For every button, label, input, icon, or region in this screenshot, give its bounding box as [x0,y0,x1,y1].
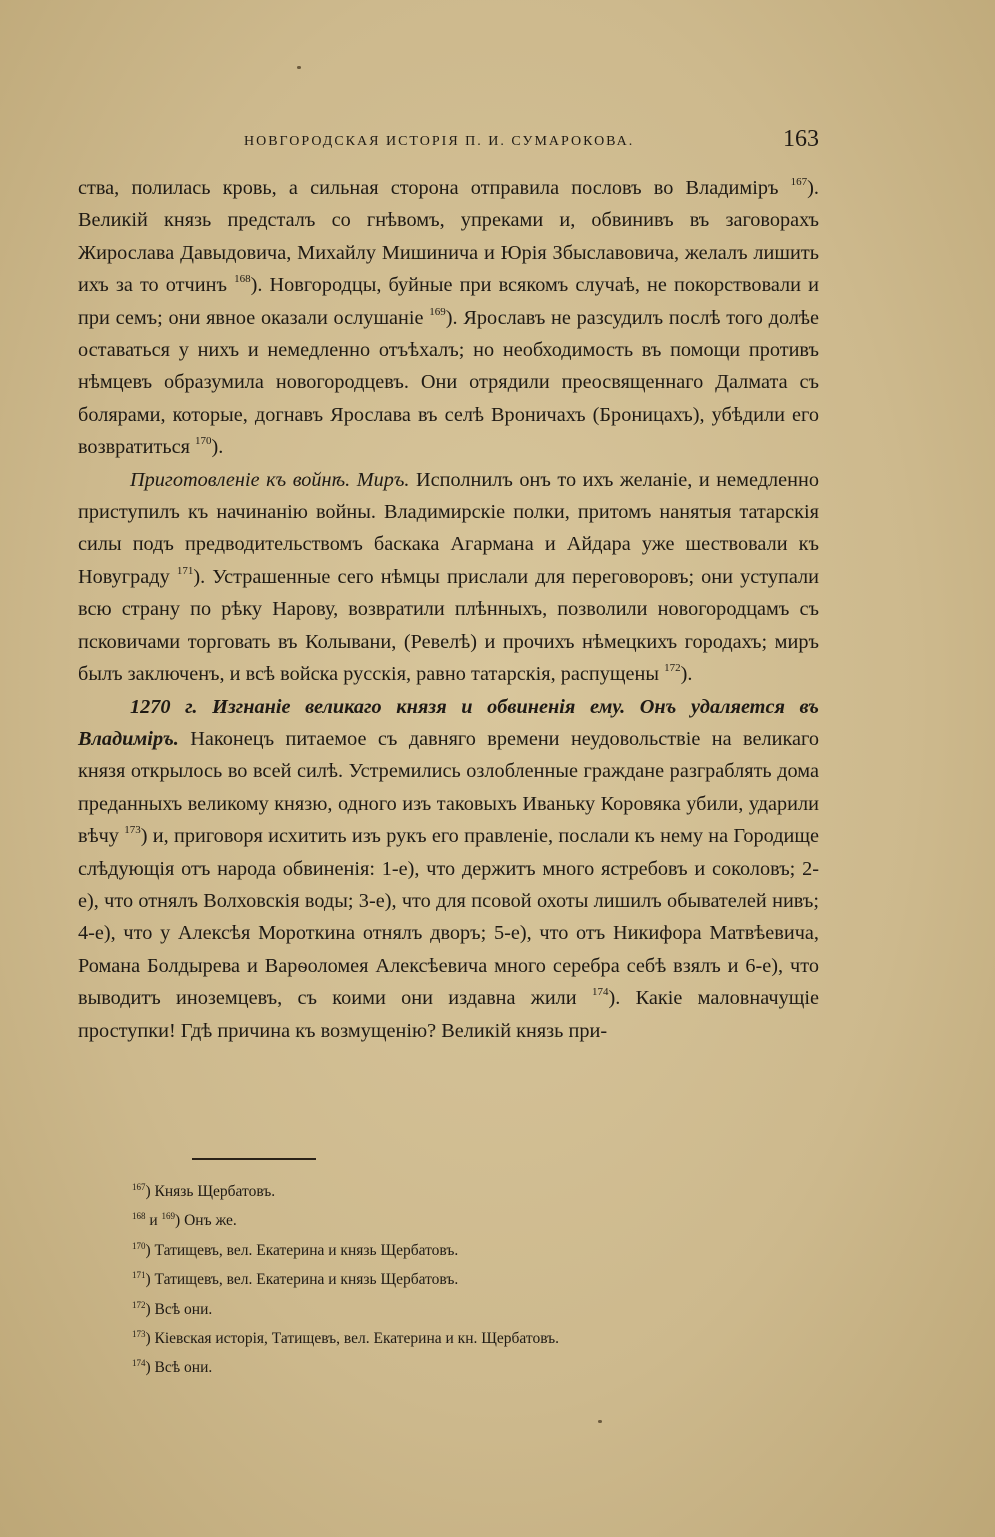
page-header [78,126,819,160]
text-run: ). Устрашенные сего нѣмцы прислали для переговоровъ; они уступали всю страну по рѣку Нарову, возвратили плѣнныхъ, позволили новогородцамъ съ псковичами торговать въ Колывани, (Ревелѣ) и прочихъ нѣмецкихъ городахъ; миръ былъ заключенъ, и всѣ войска русскія, равно татарскія, распущены [78,565,819,686]
text-run: ства, полилась кровь, а сильная сторона отправила пословъ во Владиміръ [78,177,791,199]
footnote-number: 167 [132,1182,146,1192]
text-run: ) и, приговоря исхитить изъ рукъ его правленіе, послали къ нему на Городище слѣдующія отъ народа обвиненія: 1-е), что держитъ много ястребовъ и соколовъ; 2-е), что отнялъ Волховскія воды; 3-е), что для псовой охоты лишилъ обывателей нивъ; 4-е), что у Алексѣя Мороткина отнялъ дворъ; 5-е), что отъ Никифора Матвѣевича, Романа Болдырева и Варѳоломея Алексѣевича много серебра себѣ взялъ и 6-е), что выводитъ иноземцевъ, съ коими они издавна жили [78,825,819,1010]
footnote-ref: 173 [124,824,141,837]
paper-speck [297,66,301,69]
footnote-ref: 167 [790,176,808,188]
footnote-number: 170 [132,1240,146,1251]
paragraph-2 [78,464,819,691]
footnote-168-169 [132,1206,832,1235]
footnotes [132,1177,832,1383]
footnote-174 [132,1353,832,1382]
running-head: НОВГОРОДСКАЯ ИСТОРІЯ П. И. СУМАРОКОВА. [244,134,635,149]
footnote-ref: 174 [591,986,609,999]
text-run: ). Великій князь предсталъ со гнѣвомъ, упреками и, обвинивъ въ заговорахъ Жирослава Давыдовича, Михайлу Мишинича и Юрія Збыславовича, желалъ лишить ихъ за то отчинъ [78,177,819,297]
footnote-ref: 171 [176,564,194,577]
footnote-172 [132,1295,832,1324]
footnote-number: 171 [132,1270,146,1281]
paper-speck [598,1420,602,1423]
text-run: ). Новгородцы, буйные при всякомъ случаѣ, не покорствовали и при семъ; они явное оказали ослушаніе [78,274,820,329]
footnote-173 [132,1324,832,1353]
footnote-170 [132,1236,832,1265]
footnote-joiner: и [145,1212,162,1230]
footnote-number: 169 [161,1211,176,1222]
side-heading: 1270 г. Изгнаніе великаго князя и обвиненія ему. Онъ удаляется въ Владиміръ. [78,695,819,750]
footnote-text: ) Всѣ они. [145,1359,213,1377]
footnote-text: ) Татищевъ, вел. Екатерина и князь Щербатовъ. [145,1271,459,1289]
text-run: ). Ярославъ не разсудилъ послѣ того долѣе оставаться у нихъ и немедленно отъѣхалъ; но необходимость въ помощи противъ нѣмцевъ образумила новогородцевъ. Они отрядили преосвященнаго Далмата съ болярами, которые, догнавъ Ярослава въ селѣ Вроничахъ (Броницахъ), убѣдили его возвратиться [78,306,819,459]
footnote-text: ) Всѣ они. [145,1300,213,1318]
footnote-text: ) Онъ же. [175,1212,237,1230]
footnote-number: 174 [132,1358,146,1369]
footnote-ref: 168 [234,273,251,286]
paragraph-1 [78,172,819,464]
footnote-167 [132,1177,832,1206]
footnote-text: ) Татищевъ, вел. Екатерина и князь Щербатовъ. [145,1241,459,1259]
text-run: ). Какіе маловначущіе проступки! Гдѣ причина къ возмущенію? Великій князь при- [78,987,819,1042]
footnote-text: ) Князь Щербатовъ. [145,1183,276,1200]
footnote-ref: 172 [664,662,681,675]
text-run: ). [680,663,693,686]
text-run: ). [211,436,224,459]
footnote-text: ) Кіевская исторія, Татищевъ, вел. Екатерина и кн. Щербатовъ. [145,1330,560,1348]
main-text [78,172,819,1047]
footnote-number: 172 [132,1299,146,1310]
footnote-ref: 169 [429,305,446,318]
footnote-divider [192,1158,316,1160]
text-run: Наконецъ питаемое съ давняго времени неудовольствіе на великаго князя открылось во всей силѣ. Устремились озлобленные граждане разграблять дома преданныхъ великому князю, одного изъ таковыхъ Иваньку Коровяка убили, ударили вѣчу [78,727,819,848]
footnote-171 [132,1265,832,1294]
page-number: 163 [783,126,819,152]
footnote-number: 173 [132,1329,146,1340]
side-heading: Приготовленіе къ войнѣ. Миръ. [130,468,410,491]
footnote-ref: 170 [195,435,212,448]
paragraph-3 [78,691,819,1047]
footnote-number: 168 [132,1211,146,1222]
text-run: Исполнилъ онъ то ихъ желаніе, и немедленно приступилъ къ начинанію войны. Владимирскіе полки, притомъ нанятыя татарскія силы подъ предводительствомъ баскака Агармана и Айдара уже шествовали къ Новуграду [78,468,819,588]
